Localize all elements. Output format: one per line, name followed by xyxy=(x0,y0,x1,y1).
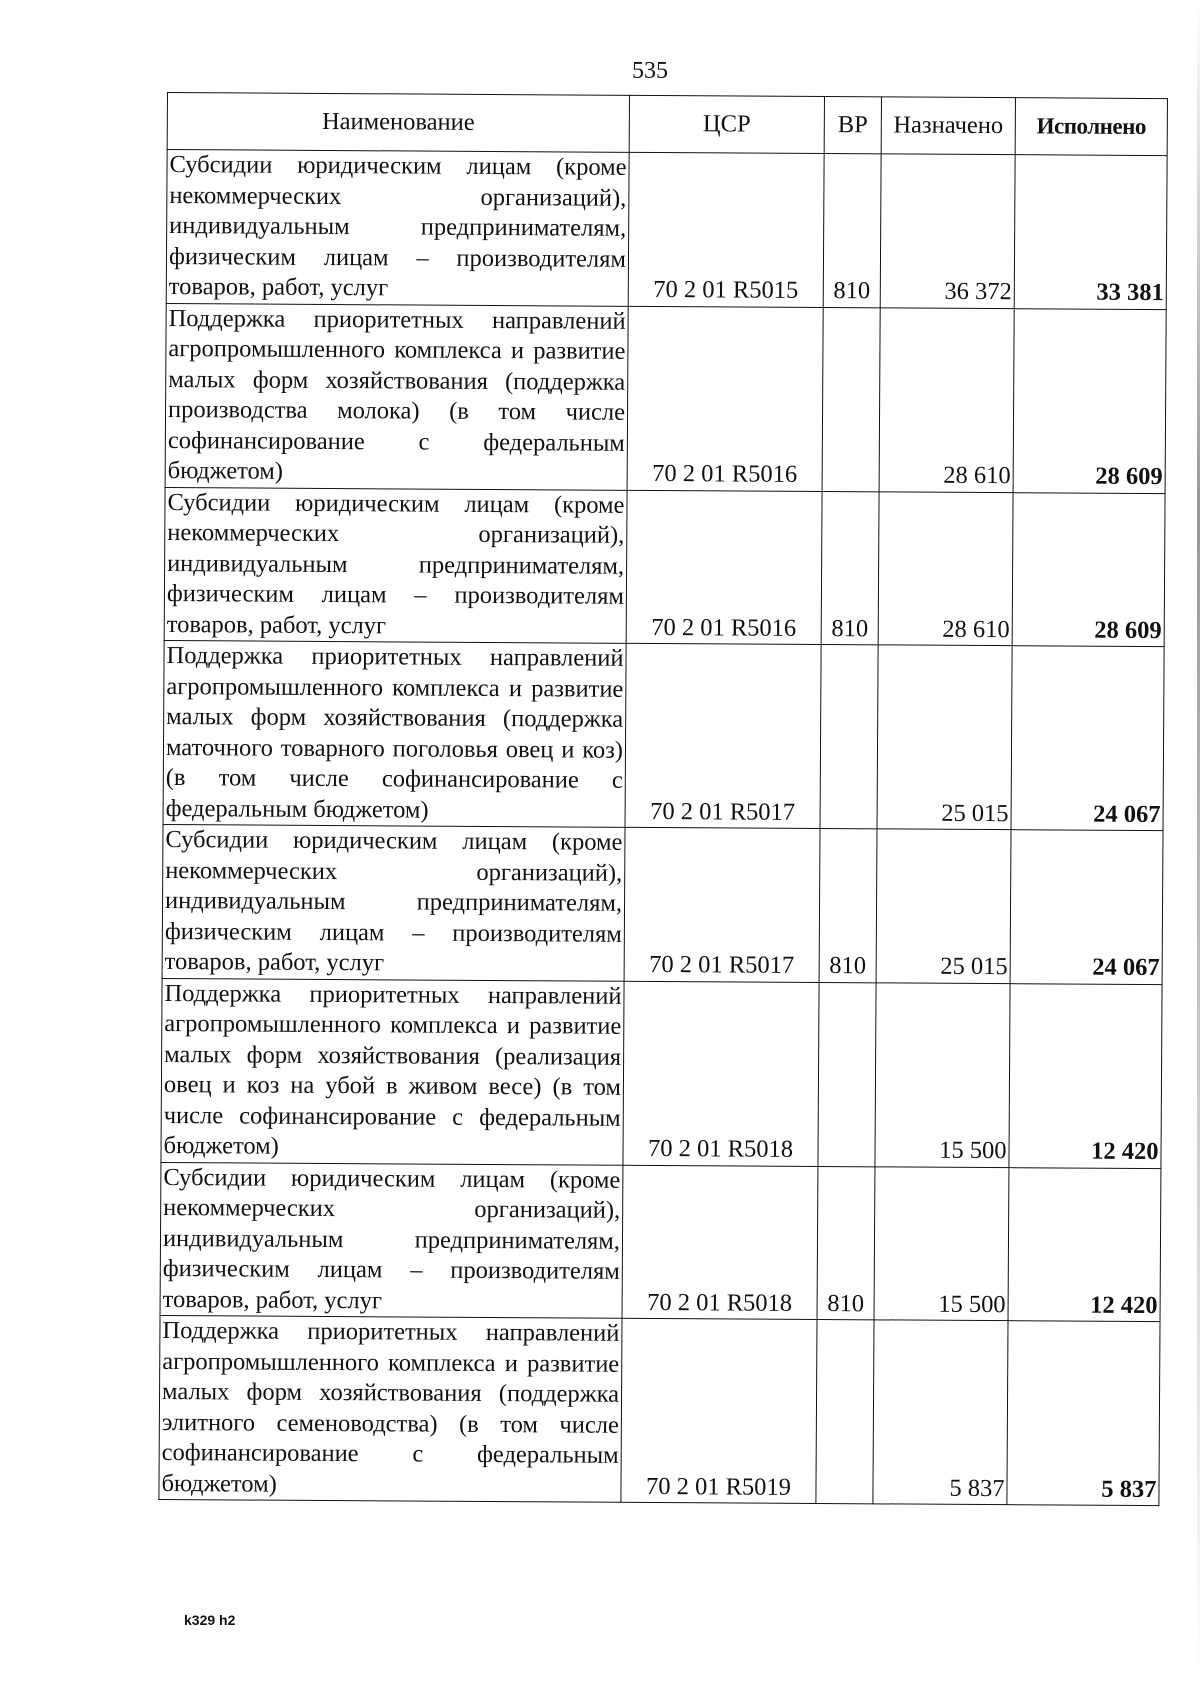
row-csr: 70 2 01 R5015 xyxy=(628,152,824,307)
header-executed: Исполнено xyxy=(1015,98,1167,156)
header-csr: ЦСР xyxy=(629,95,824,153)
page-number: 535 xyxy=(632,58,668,84)
table-row xyxy=(165,303,1166,493)
row-assigned: 28 610 xyxy=(879,307,1014,492)
row-executed: 12 420 xyxy=(1008,1167,1161,1321)
header-assigned: Назначено xyxy=(881,97,1015,155)
budget-table xyxy=(158,92,1168,1506)
table-row xyxy=(160,1162,1161,1322)
row-assigned: 15 500 xyxy=(874,1166,1009,1320)
row-name: Субсидии юридическим лицам (кроме некоммерческих организаций), индивидуальным предпринимателям, физическим лицам – производителям товаров, работ, услуг xyxy=(162,824,625,980)
row-name: Поддержка приоритетных направлений агропромышленного комплекса и развитие малых форм хозяйствования (поддержка производства молока) (в том числе софинансирование с федеральным бюджетом) xyxy=(165,303,628,490)
row-vr xyxy=(820,645,878,829)
row-executed: 28 609 xyxy=(1012,492,1165,646)
row-assigned: 5 837 xyxy=(873,1320,1008,1505)
row-executed: 28 609 xyxy=(1013,308,1166,493)
row-assigned: 36 372 xyxy=(880,154,1015,308)
header-name: Наименование xyxy=(167,93,629,153)
row-assigned: 15 500 xyxy=(875,982,1010,1167)
row-executed: 33 381 xyxy=(1014,155,1167,309)
table-row xyxy=(164,487,1165,647)
header-vr: ВР xyxy=(824,97,881,154)
row-name: Поддержка приоритетных направлений агропромышленного комплекса и развитие малых форм хозяйствования (реализация овец и коз на убой в живом весе) (в том числе софинансирование с федеральным бюджетом) xyxy=(161,978,624,1165)
table-row xyxy=(159,1315,1160,1505)
row-vr: 810 xyxy=(817,1166,875,1320)
row-vr xyxy=(818,982,876,1166)
table-row xyxy=(162,824,1163,984)
row-csr: 70 2 01 R5016 xyxy=(626,490,822,645)
row-vr xyxy=(822,307,880,491)
row-executed: 5 837 xyxy=(1007,1321,1160,1506)
row-vr: 810 xyxy=(823,154,881,308)
row-vr: 810 xyxy=(821,491,879,645)
table-header-row xyxy=(167,93,1167,156)
row-executed: 12 420 xyxy=(1009,983,1162,1168)
table-body xyxy=(159,150,1167,1506)
row-vr: 810 xyxy=(819,829,877,983)
row-name: Субсидии юридическим лицам (кроме некоммерческих организаций), индивидуальным предпринимателям, физическим лицам – производителям товаров, работ, услуг xyxy=(164,487,627,643)
row-vr xyxy=(816,1319,874,1503)
row-csr: 70 2 01 R5017 xyxy=(625,643,821,828)
table-row xyxy=(161,978,1162,1168)
row-csr: 70 2 01 R5019 xyxy=(621,1318,817,1503)
row-assigned: 25 015 xyxy=(877,645,1012,830)
row-name: Субсидии юридическим лицам (кроме некоммерческих организаций), индивидуальным предпринимателям, физическим лицам – производителям товаров, работ, услуг xyxy=(160,1162,623,1318)
row-assigned: 28 610 xyxy=(878,491,1013,645)
row-csr: 70 2 01 R5017 xyxy=(624,827,820,982)
row-csr: 70 2 01 R5018 xyxy=(623,981,819,1166)
row-name: Субсидии юридическим лицам (кроме некоммерческих организаций), индивидуальным предпринимателям, физическим лицам – производителям товаров, работ, услуг xyxy=(166,150,629,306)
footer-code: k329 h2 xyxy=(184,1612,236,1628)
row-csr: 70 2 01 R5018 xyxy=(622,1165,818,1320)
row-name: Поддержка приоритетных направлений агропромышленного комплекса и развитие малых форм хозяйствования (поддержка маточного товарного поголовья овец и коз) (в том числе софинансирование с федеральным бюджетом) xyxy=(163,640,626,827)
row-executed: 24 067 xyxy=(1010,830,1163,984)
row-executed: 24 067 xyxy=(1011,646,1164,831)
row-assigned: 25 015 xyxy=(876,829,1011,983)
table-row xyxy=(163,640,1164,830)
table-row xyxy=(166,150,1167,310)
row-csr: 70 2 01 R5016 xyxy=(627,306,823,491)
row-name: Поддержка приоритетных направлений агропромышленного комплекса и развитие малых форм хозяйствования (поддержка элитного семеноводства) (в том числе софинансирование с федеральным бюджетом) xyxy=(159,1315,622,1502)
